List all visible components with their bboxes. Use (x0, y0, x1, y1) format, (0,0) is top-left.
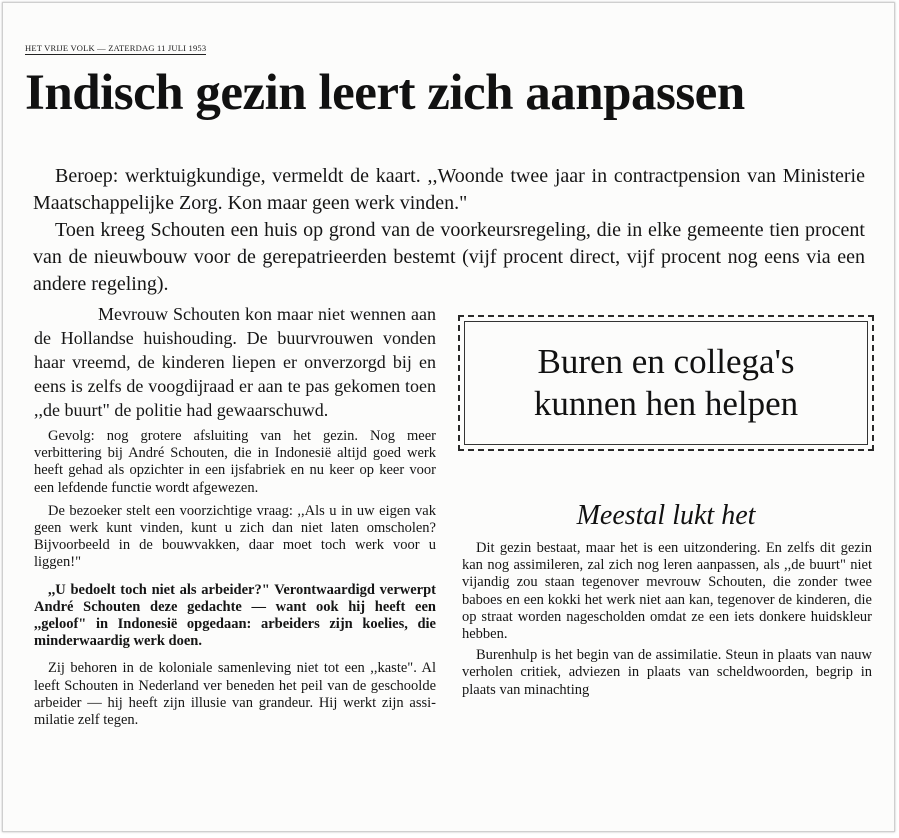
right-column (462, 540, 872, 699)
boxed-heading-line: kunnen hen helpen (533, 384, 799, 423)
boxed-heading (458, 315, 874, 451)
body-paragraph: Zij behoren in de koloniale samenleving niet tot een ,,kaste". Al leeft Schouten in Nederland ver beneden het peil van de geschoolde arbeider — hij heeft zijn illusie van grandeur. Hij werkt zijn assimilatie zelf tegen. (34, 660, 436, 729)
intro-paragraph: Toen kreeg Schouten een huis op grond van de voorkeursregeling, die in elke gemeente tien procent van de nieuwbouw voor de gerepatrieerden bestemt (vijf procent direct, vijf procent nog eens via een andere regeling). (33, 219, 865, 295)
headline: Indisch gezin leert zich aanpassen (25, 65, 745, 121)
lead-paragraph: Mevrouw Schouten kon maar niet wennen aan de Hollandse huishouding. De buurvrouwen vonden haar vreemd, de kinderen liepen er onverzorgd bij en eens is zelfs de voogdijraad er aan te pas gekomen toen ,,de buurt" de politie had gewaarschuwd. (34, 304, 436, 420)
masthead: HET VRIJE VOLK — ZATERDAG 11 JULI 1953 (25, 43, 207, 53)
body-paragraph: De bezoeker stelt een voorzichtige vraag: ,,Als u in uw eigen vak geen werk kunt vinden, kunt u zich dan niet laten omscholen? Bijvoorbeeld in de bouwvakken, daar moet toch werk voor u liggen!" (34, 502, 436, 571)
boxed-heading-line: Buren en collega's (537, 342, 795, 381)
subheading: Meestal lukt het (576, 500, 756, 531)
left-column (34, 302, 436, 729)
boxed-heading-frame (464, 321, 868, 445)
body-paragraph: Burenhulp is het begin van de assimilatie. Steun in plaats van nauw verholen critiek, adviezen in plaats van scheldwoorden, begrip in plaats van minachting (462, 647, 872, 698)
newspaper-clipping (2, 2, 895, 832)
intro-paragraph: Beroep: werktuigkundige, vermeldt de kaart. ,,Woonde twee jaar in contractpension van Ministerie Maatschappelijke Zorg. Kon maar geen werk vinden." (33, 165, 865, 214)
body-paragraph: Gevolg: nog grotere afsluiting van het gezin. Nog meer verbittering bij André Schouten, die in Indonesië altijd goed werk heeft gehad als opzichter in een ijsfabriek en nu keer op keer voor een lefdende functie wordt afgewezen. (34, 428, 436, 496)
body-paragraph: Dit gezin bestaat, maar het is een uitzondering. En zelfs dit gezin kan nog assimileren, zal zich nog leren aanpassen, als ,,de buurt" niet vijandig zou staan tegenover mevrouw Schouten, die zonder twee baboes en een kokki het werk niet aan kan, tegenover de kinderen, die op straat worden nagescholden omdat ze een iets donkere huidskleur hebben. (462, 540, 872, 643)
body-paragraph-bold: ,,U bedoelt toch niet als arbeider?" Verontwaardigd verwerpt André Schouten deze gedachte — want ook hij heeft een ,,geloof" in Indonesië opgedaan: arbeiders zijn koelies, die minderwaardig werk doen. (34, 581, 436, 650)
intro-block (33, 163, 865, 298)
